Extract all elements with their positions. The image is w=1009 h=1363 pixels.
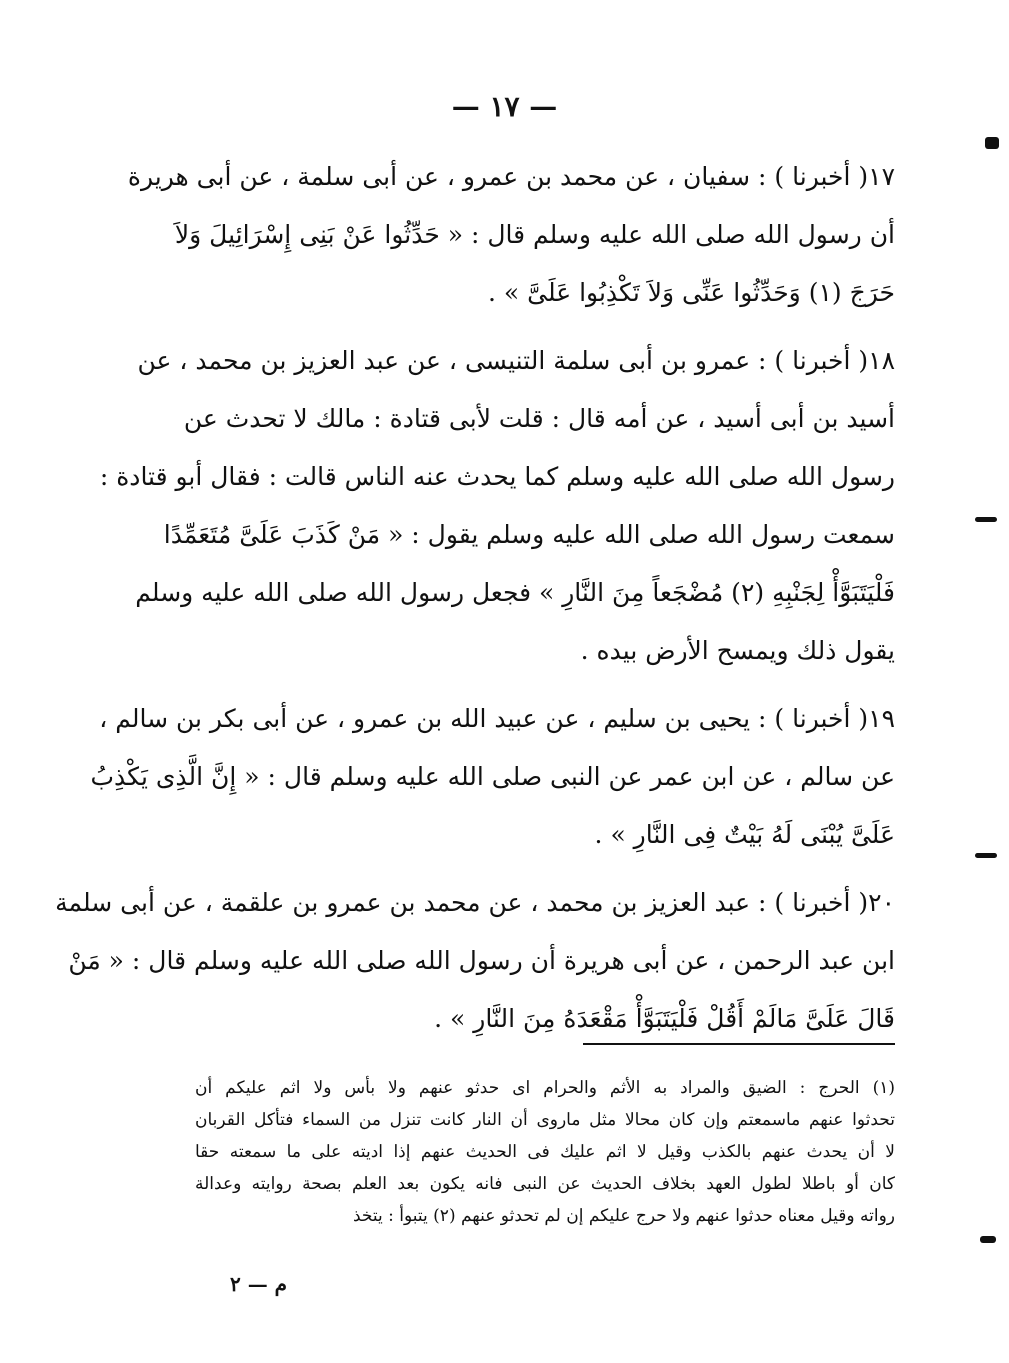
- footnote-line: لا أن يحدث عنهم بالكذب وقيل لا اثم عليك فى الحديث عنهم إذا اديته على ما سمعته حقا: [195, 1142, 895, 1162]
- text-line: فَلْيَتَبَوَّأْ لِجَنْبِهِ (٢) مُضْجَعاً مِنَ النَّارِ » فجعل رسول الله صلى الله عليه وسلم: [135, 578, 895, 607]
- text-line: رسول الله صلى الله عليه وسلم كما يحدث عنه الناس قالت : فقال أبو قتادة :: [99, 462, 895, 491]
- footnote-separator: [583, 1043, 895, 1045]
- hadith-text-block: [55, 148, 895, 1048]
- hadith-18: [99, 332, 895, 680]
- text-line: ٢٠( أخبرنا ) : عبد العزيز بن محمد ، عن محمد بن عمرو بن علقمة ، عن أبى سلمة: [55, 888, 895, 917]
- footnote-line: كان أو باطلا لطول العهد بخلاف الحديث عن النبى فانه يكون بعد العلم بصحة روايته وعدالة: [195, 1174, 895, 1194]
- scan-mark: [975, 517, 997, 522]
- text-line: أن رسول الله صلى الله عليه وسلم قال : « حَدِّثُوا عَنْ بَنِى إِسْرَائِيلَ وَلاَ: [174, 220, 895, 249]
- footnotes: [195, 1072, 895, 1232]
- text-line: عَلَىَّ يُبْنَى لَهُ بَيْتٌ فِى النَّارِ » .: [594, 820, 895, 849]
- text-line: ١٧( أخبرنا ) : سفيان ، عن محمد بن عمرو ، عن أبى سلمة ، عن أبى هريرة: [127, 162, 895, 191]
- page-number: — ١٧ —: [451, 90, 558, 123]
- signature-mark: م — ٢: [230, 1272, 288, 1296]
- scan-mark: [975, 853, 997, 858]
- text-line: سمعت رسول الله صلى الله عليه وسلم يقول : « مَنْ كَذَبَ عَلَىَّ مُتَعَمِّدًا: [163, 520, 895, 549]
- text-line: حَرَجَ (١) وَحَدِّثُوا عَنِّى وَلاَ تَكْذِبُوا عَلَىَّ » .: [488, 278, 895, 307]
- footnote-line: تحدثوا عنهم ماسمعتم وإن كان محالا مثل ماروى أن النار كانت تنزل من السماء فتأكل القربان: [195, 1110, 895, 1130]
- text-line: عن سالم ، عن ابن عمر عن النبى صلى الله عليه وسلم قال : « إِنَّ الَّذِى يَكْذِبُ: [90, 762, 895, 791]
- text-line: أسيد بن أبى أسيد ، عن أمه قال : قلت لأبى قتادة : مالك لا تحدث عن: [183, 404, 895, 433]
- footnote-line: رواته وقيل معناه حدثوا عنهم ولا حرج عليكم إن لم تحدثو عنهم (٢) يتبوأ : يتخذ: [352, 1206, 895, 1226]
- scan-mark: [980, 1236, 996, 1243]
- text-line: قَالَ عَلَىَّ مَالَمْ أَقُلْ فَلْيَتَبَوَّأْ مَقْعَدَهُ مِنَ النَّارِ » .: [434, 1004, 895, 1033]
- scan-mark: [985, 137, 999, 149]
- footnote-line: (١) الحرج : الضيق والمراد به الأثم والحرام اى حدثو عنهم ولا بأس ولا اثم عليكم أن: [195, 1078, 895, 1098]
- hadith-19: [90, 690, 895, 864]
- hadith-20: [55, 874, 895, 1048]
- text-line: ١٩( أخبرنا ) : يحيى بن سليم ، عن عبيد الله بن عمرو ، عن أبى بكر بن سالم ،: [99, 704, 895, 733]
- text-line: ابن عبد الرحمن ، عن أبى هريرة أن رسول الله صلى الله عليه وسلم قال : « مَنْ: [68, 946, 895, 975]
- hadith-17: [127, 148, 895, 322]
- text-line: ١٨( أخبرنا ) : عمرو بن أبى سلمة التنيسى ، عن عبد العزيز بن محمد ، عن: [137, 346, 895, 375]
- text-line: يقول ذلك ويمسح الأرض بيده .: [580, 636, 895, 665]
